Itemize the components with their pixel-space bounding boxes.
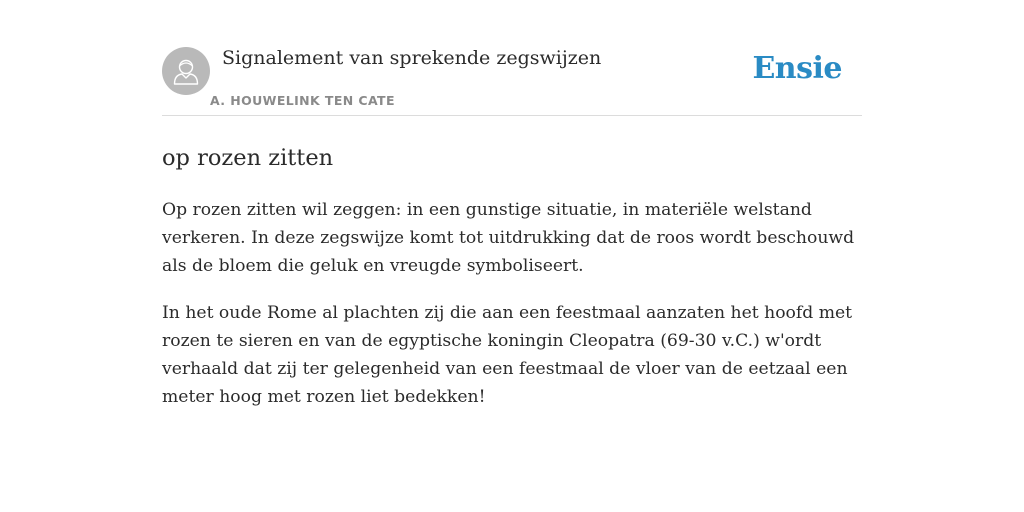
- entry-term: op rozen zitten: [162, 145, 334, 171]
- entry-paragraph: In het oude Rome al plachten zij die aan een feestmaal aanzaten het hoofd met rozen te sieren en van de egyptische koningin Cleopatra (69-30 v.C.) w'ordt verhaald dat zij ter gelegenheid van een feestmaal de vloer van de eetzaal een meter hoog met rozen liet bedekken!: [162, 303, 853, 407]
- brand-logo[interactable]: Ensie: [752, 51, 842, 86]
- user-placeholder-icon: [162, 47, 210, 95]
- entry-card: [162, 0, 862, 411]
- entry-paragraph: Op rozen zitten wil zeggen: in een gunstige situatie, in materiële welstand verkeren. In deze zegswijze komt tot uitdrukking dat de roos wordt beschouwd als de bloem die geluk en vreugde symboliseert.: [162, 200, 855, 276]
- entry-header: [162, 0, 862, 116]
- avatar: [162, 47, 210, 95]
- source-title[interactable]: Signalement van sprekende zegswijzen: [222, 47, 602, 69]
- author-name[interactable]: A. HOUWELINK TEN CATE: [210, 93, 395, 108]
